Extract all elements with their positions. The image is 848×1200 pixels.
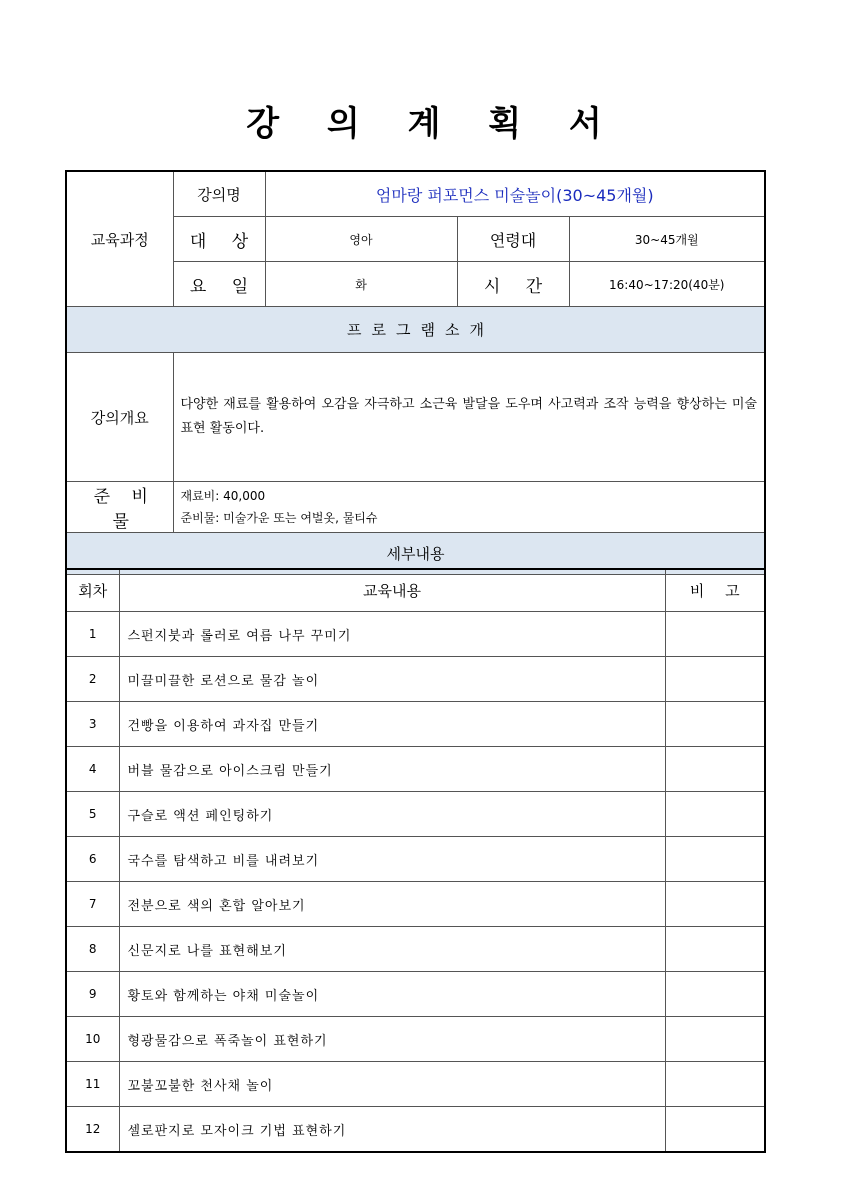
session-content: 형광물감으로 폭죽놀이 표현하기 (119, 1017, 665, 1062)
overview-text: 다양한 재료를 활용하여 오감을 자극하고 소근육 발달을 도우며 사고력과 조작 능력을 향상하는 미술 표현 활동이다. (173, 353, 765, 482)
session-number: 2 (66, 657, 119, 702)
session-content: 황토와 함께하는 야채 미술놀이 (119, 972, 665, 1017)
table-row (66, 882, 765, 927)
course-section-label: 교육과정 (66, 171, 173, 307)
session-number: 12 (66, 1107, 119, 1153)
program-header-row (66, 307, 765, 353)
session-number: 7 (66, 882, 119, 927)
session-content: 꼬불꼬불한 천사채 놀이 (119, 1062, 665, 1107)
session-content: 신문지로 나를 표현해보기 (119, 927, 665, 972)
table-row (66, 1107, 765, 1153)
session-column-header: 회차 (66, 569, 119, 612)
course-name-row (66, 171, 765, 217)
session-remark (665, 747, 765, 792)
session-content: 전분으로 색의 혼합 알아보기 (119, 882, 665, 927)
table-row (66, 927, 765, 972)
overview-row (66, 353, 765, 482)
session-number: 5 (66, 792, 119, 837)
session-remark (665, 612, 765, 657)
age-label: 연령대 (457, 217, 569, 262)
session-remark (665, 972, 765, 1017)
session-number: 1 (66, 612, 119, 657)
table-row (66, 612, 765, 657)
session-number: 10 (66, 1017, 119, 1062)
table-row (66, 747, 765, 792)
table-row (66, 972, 765, 1017)
session-content: 셀로판지로 모자이크 기법 표현하기 (119, 1107, 665, 1153)
age-value: 30~45개월 (569, 217, 765, 262)
supplies-cell (173, 482, 765, 533)
course-name-label: 강의명 (173, 171, 265, 217)
supplies-row (66, 482, 765, 533)
day-value: 화 (265, 262, 457, 307)
session-remark (665, 927, 765, 972)
time-value: 16:40~17:20(40분) (569, 262, 765, 307)
supplies-cost: 재료비: 40,000 (180, 489, 266, 503)
session-remark (665, 1062, 765, 1107)
course-name-value: 엄마랑 퍼포먼스 미술놀이(30~45개월) (265, 171, 765, 217)
details-column-header-row (66, 569, 765, 612)
session-number: 6 (66, 837, 119, 882)
target-value: 영아 (265, 217, 457, 262)
session-number: 8 (66, 927, 119, 972)
details-section-header: 세부내용 (66, 533, 765, 575)
course-info-table (65, 170, 766, 575)
table-row (66, 1062, 765, 1107)
session-number: 9 (66, 972, 119, 1017)
session-remark (665, 702, 765, 747)
table-row (66, 702, 765, 747)
program-section-header: 프로그램소개 (66, 307, 765, 353)
session-content: 구슬로 액션 페인팅하기 (119, 792, 665, 837)
content-column-header: 교육내용 (119, 569, 665, 612)
overview-label: 강의개요 (66, 353, 173, 482)
session-remark (665, 837, 765, 882)
remarks-column-header: 비 고 (665, 569, 765, 612)
session-content: 미끌미끌한 로션으로 물감 놀이 (119, 657, 665, 702)
table-row (66, 837, 765, 882)
session-number: 4 (66, 747, 119, 792)
table-row (66, 657, 765, 702)
session-content: 국수를 탐색하고 비를 내려보기 (119, 837, 665, 882)
session-number: 3 (66, 702, 119, 747)
session-remark (665, 1107, 765, 1153)
session-number: 11 (66, 1062, 119, 1107)
supplies-items: 준비물: 미술가운 또는 여벌옷, 물티슈 (180, 511, 378, 525)
document-title: 강 의 계 획 서 (246, 104, 620, 144)
table-row (66, 1017, 765, 1062)
time-label: 시 간 (457, 262, 569, 307)
session-remark (665, 882, 765, 927)
session-remark (665, 792, 765, 837)
target-label: 대 상 (173, 217, 265, 262)
table-row (66, 792, 765, 837)
day-label: 요 일 (173, 262, 265, 307)
session-remark (665, 1017, 765, 1062)
session-remark (665, 657, 765, 702)
session-content: 스펀지붓과 롤러로 여름 나무 꾸미기 (119, 612, 665, 657)
supplies-label: 준 비 물 (66, 482, 173, 533)
session-content: 건빵을 이용하여 과자집 만들기 (119, 702, 665, 747)
session-content: 버블 물감으로 아이스크림 만들기 (119, 747, 665, 792)
details-table (65, 568, 766, 1153)
